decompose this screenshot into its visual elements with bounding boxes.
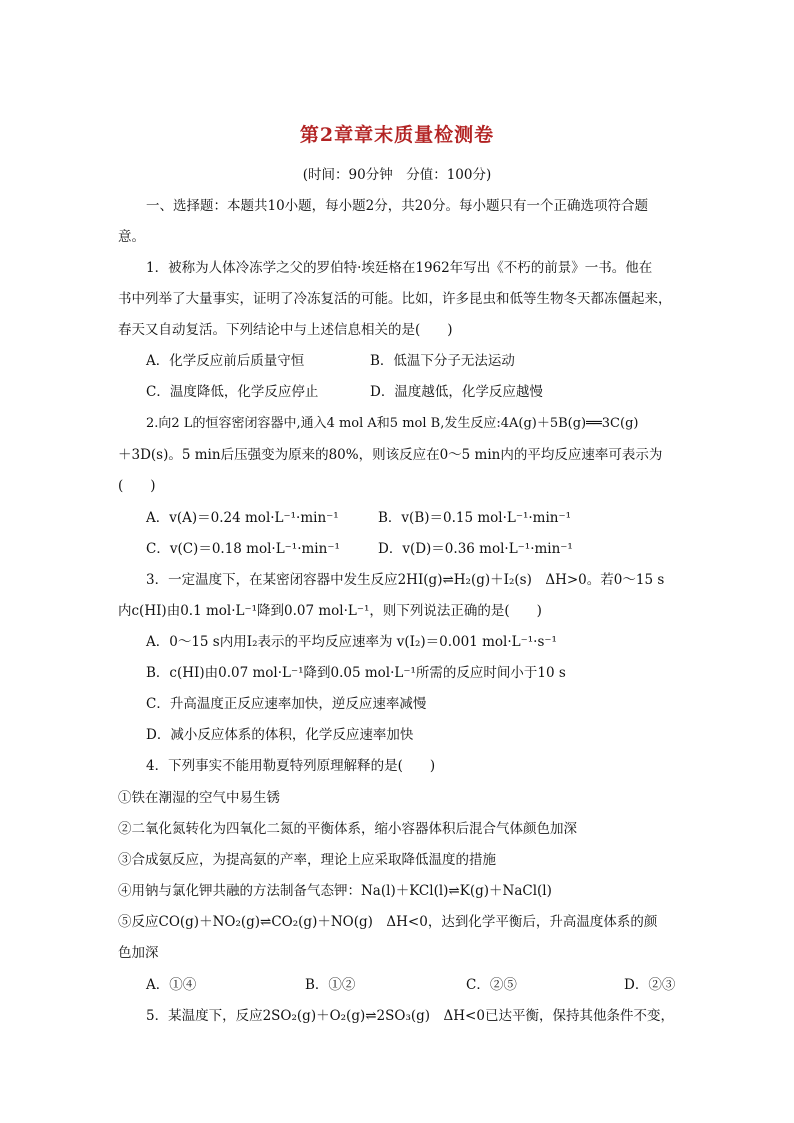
q3-option-a: A．0～15 s内用I₂表示的平均反应速率为 v(I₂)＝0.001 mol·L⁻¹·s⁻¹ (146, 634, 557, 650)
q4-option-b: B．①② (305, 977, 356, 993)
q1-option-c: C．温度降低，化学反应停止 (146, 384, 319, 400)
q4-item-4: ④用钠与氯化钾共融的方法制备气态钾：Na(l)＋KCl(l)⇌K(g)＋NaCl(l) (118, 883, 552, 899)
q4-line1: 4．下列事实不能用勒夏特列原理解释的是( ) (146, 758, 436, 774)
section-heading-line2: 意。 (118, 229, 145, 245)
q4-option-a: A．①④ (146, 977, 197, 993)
q1-line2: 书中列举了大量事实，证明了冷冻复活的可能。比如，许多昆虫和低等生物冬天都冻僵起来， (118, 291, 672, 307)
q1-option-a: A．化学反应前后质量守恒 (146, 353, 305, 369)
q5-line1: 5．某温度下，反应2SO₂(g)＋O₂(g)⇌2SO₃(g) ΔH<0已达平衡，保持其他条件不变， (146, 1008, 674, 1024)
q2-option-b: B．v(B)＝0.15 mol·L⁻¹·min⁻¹ (378, 510, 572, 526)
exam-time-score: (时间：90分钟 分值：100分) (302, 167, 492, 183)
q3-line2: 内c(HI)由0.1 mol·L⁻¹降到0.07 mol·L⁻¹，则下列说法正确的是( ) (118, 603, 542, 619)
q2-line3: ( ) (118, 478, 156, 494)
q3-line1: 3．一定温度下，在某密闭容器中发生反应2HI(g)⇌H₂(g)＋I₂(s) ΔH>0。若0～15 s (146, 572, 665, 588)
q1-option-b: B．低温下分子无法运动 (370, 353, 515, 369)
q2-line1: 2.向2 L的恒容密闭容器中,通入4 mol A和5 mol B,发生反应:4A(g)＋5B(g)══3C(g) (146, 416, 639, 431)
q2-option-a: A．v(A)＝0.24 mol·L⁻¹·min⁻¹ (146, 510, 339, 526)
q4-item-1: ①铁在潮湿的空气中易生锈 (118, 790, 280, 806)
q2-option-c: C．v(C)＝0.18 mol·L⁻¹·min⁻¹ (146, 541, 340, 557)
q4-item-5-line1: ⑤反应CO(g)＋NO₂(g)⇌CO₂(g)＋NO(g) ΔH<0，达到化学平衡后，升高温度体系的颜 (118, 914, 658, 930)
q4-item-2: ②二氧化氮转化为四氧化二氮的平衡体系，缩小容器体积后混合气体颜色加深 (118, 821, 577, 837)
q1-option-d: D．温度越低，化学反应越慢 (370, 384, 543, 400)
section-heading-line1: 一、选择题：本题共10小题，每小题2分，共20分。每小题只有一个正确选项符合题 (146, 198, 648, 214)
q1-line3: 春天又自动复活。下列结论中与上述信息相关的是( ) (118, 322, 453, 338)
q3-option-c: C．升高温度正反应速率加快，逆反应速率减慢 (146, 696, 427, 712)
q1-line1: 1．被称为人体冷冻学之父的罗伯特·埃廷格在1962年写出《不朽的前景》一书。他在 (146, 260, 653, 276)
q4-option-c: C．②⑤ (466, 977, 517, 993)
q3-option-b: B．c(HI)由0.07 mol·L⁻¹降到0.05 mol·L⁻¹所需的反应时间小于10 s (146, 665, 566, 681)
q4-option-d: D．②③ (624, 977, 676, 993)
q2-option-d: D．v(D)＝0.36 mol·L⁻¹·min⁻¹ (378, 541, 573, 557)
q2-line2: ＋3D(s)。5 min后压强变为原来的80%，则该反应在0～5 min内的平均反应速率可表示为 (118, 447, 663, 463)
q4-item-5-line2: 色加深 (118, 945, 159, 961)
page-title: 第2章章末质量检测卷 (299, 124, 495, 146)
q4-item-3: ③合成氨反应，为提高氨的产率，理论上应采取降低温度的措施 (118, 852, 496, 868)
q3-option-d: D．减小反应体系的体积，化学反应速率加快 (146, 727, 414, 743)
